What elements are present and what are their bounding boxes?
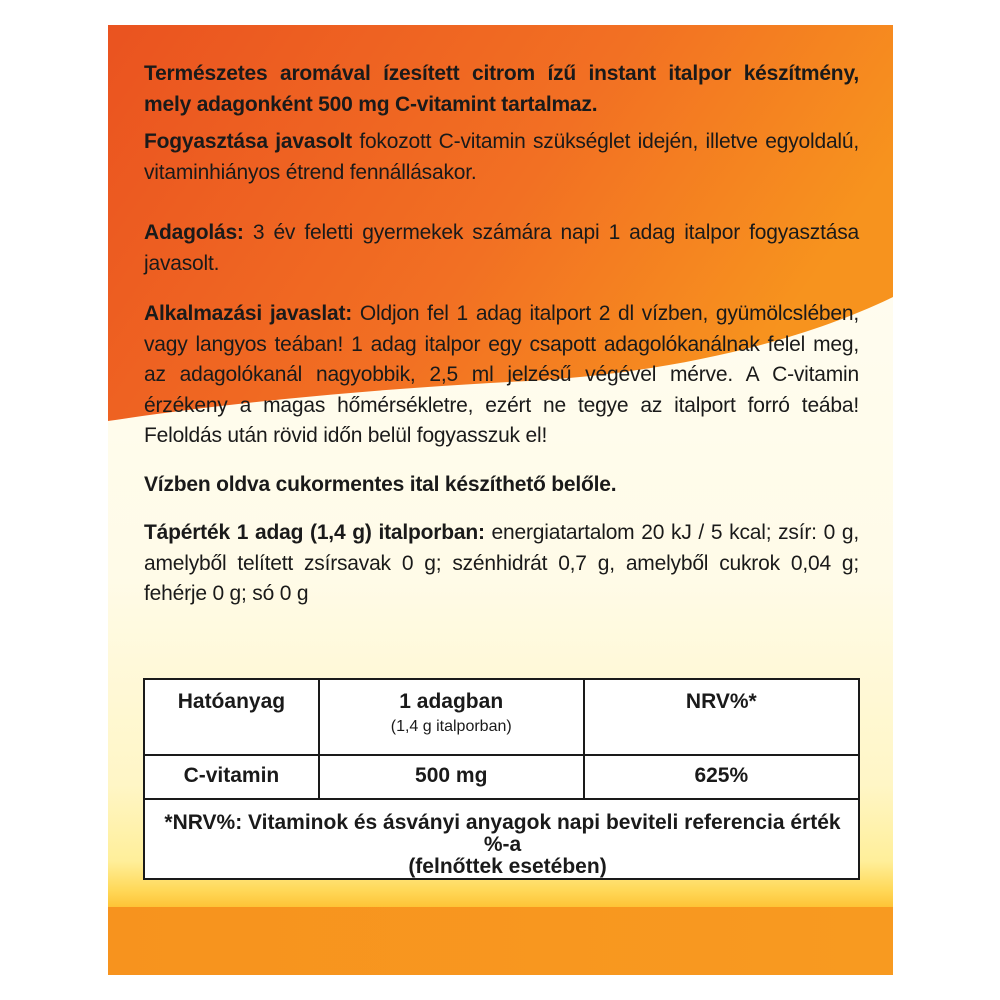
dosage-text: 3 év feletti gyermekek számára napi 1 adag italpor fogyasztása javasolt. — [144, 221, 859, 275]
footnote-line-2: (felnőttek esetében) — [408, 855, 607, 878]
nutrition-paragraph — [144, 518, 859, 610]
table-header-row — [144, 679, 859, 755]
dosage-paragraph — [144, 218, 859, 279]
cell-ingredient-name: C-vitamin — [144, 755, 319, 799]
cell-amount: 500 mg — [319, 755, 584, 799]
table-footnote-row — [144, 799, 859, 879]
bottom-orange-band — [108, 907, 893, 975]
header-cell-amount — [319, 679, 584, 755]
recommended-paragraph — [144, 127, 859, 188]
nutrition-label: Tápérték 1 adag (1,4 g) italporban: — [144, 521, 485, 544]
recommended-text: fokozott C-vitamin szükséglet idején, illetve egyoldalú, vitaminhiányos étrend fennállásakor. — [144, 130, 859, 184]
dosage-label: Adagolás: — [144, 221, 244, 244]
label-panel — [108, 25, 893, 975]
intro-text: Természetes aromával ízesített citrom ízű instant italpor készítmény, mely adagonként 500 mg C-vitamint tartalmaz. — [144, 62, 859, 116]
product-description — [144, 59, 859, 610]
sugar-free-text: Vízben oldva cukormentes ital készíthető belőle. — [144, 472, 617, 496]
header-cell-ingredient: Hatóanyag — [144, 679, 319, 755]
footnote-line-1: *NRV%: Vitaminok és ásványi anyagok napi beviteli referencia érték %-a — [164, 811, 841, 856]
header-amount-sub: (1,4 g italporban) — [390, 718, 512, 735]
usage-paragraph — [144, 299, 859, 452]
nutrition-text: energiatartalom 20 kJ / 5 kcal; zsír: 0 g, amelyből telített zsírsavak 0 g; szénhidrát 0,7 g, amelyből cukrok 0,04 g; fehérje 0 g; só 0 g — [144, 521, 859, 605]
table-row — [144, 755, 859, 799]
intro-paragraph — [144, 59, 859, 120]
usage-text: Oldjon fel 1 adag italport 2 dl vízben, gyümölcslében, vagy langyos teában! 1 adag italpor egy csapott adagolókanálnak felel meg, az adagolókanál nagyobbik, 2,5 ml jelzésű végével mérve. A C-vitamin érzékeny a magas hőmérsékletre, ezért ne tegye az italport forró teába! Feloldás után rövid időn belül fogyasszuk el! — [144, 302, 859, 447]
header-amount-label: 1 adagban — [399, 690, 504, 713]
sugar-free-paragraph — [144, 470, 859, 501]
header-cell-nrv: NRV%* — [584, 679, 859, 755]
usage-label: Alkalmazási javaslat: — [144, 302, 353, 325]
recommended-label: Fogyasztása javasolt — [144, 130, 352, 153]
cell-nrv: 625% — [584, 755, 859, 799]
active-ingredient-table — [143, 678, 860, 880]
footnote-cell — [144, 799, 859, 879]
